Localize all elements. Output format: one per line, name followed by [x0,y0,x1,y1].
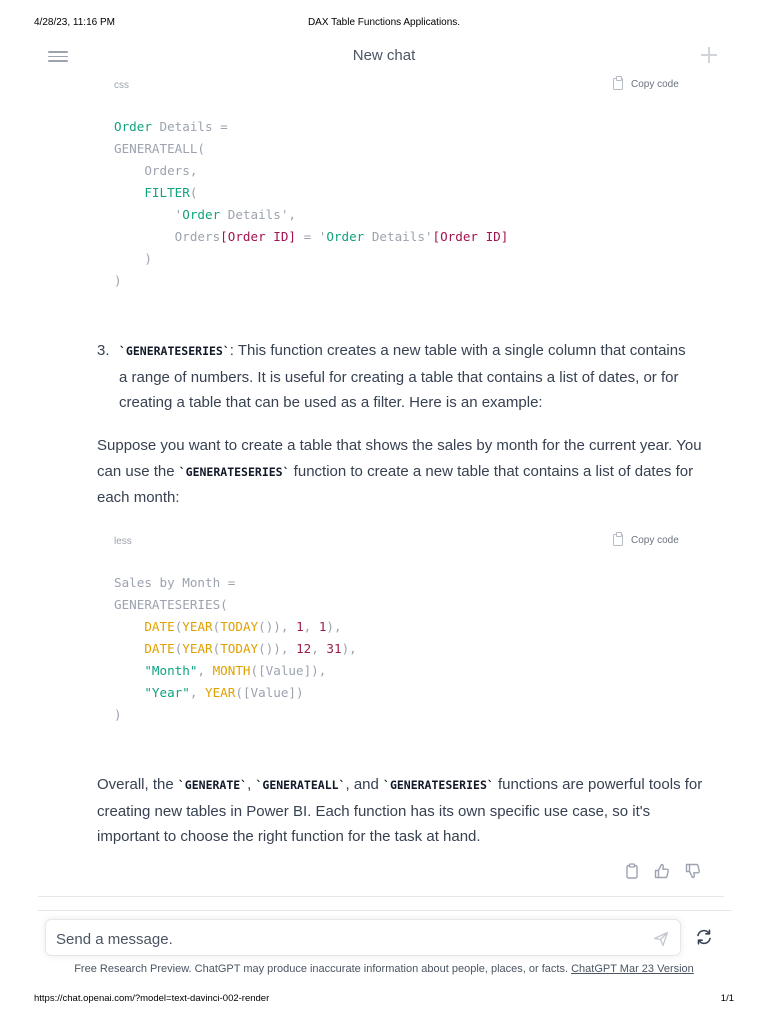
code-language-label: less [114,536,132,547]
clipboard-icon[interactable] [623,862,641,880]
message-input[interactable] [54,926,638,952]
inline-code: `GENERATESERIES` [383,778,494,792]
list-item-generateseries [97,338,697,416]
inline-code: `GENERATESERIES` [119,344,230,358]
code-block-generateseries [97,534,707,726]
chat-topbar [0,44,768,70]
paragraph-text-part: , and [345,776,384,793]
print-page-number: 1/1 [720,993,734,1004]
code-block-header [97,534,707,560]
inline-code: `GENERATE` [177,778,248,792]
print-header [0,0,768,44]
disclaimer-text: Free Research Preview. ChatGPT may produce inaccurate information about people, places, or facts. [74,963,572,975]
paragraph-text [97,433,712,511]
paper-plane-icon[interactable] [653,931,669,947]
paragraph-overall [97,772,712,850]
clipboard-icon [613,534,623,546]
print-datetime: 4/28/23, 11:16 PM [34,17,115,28]
clipboard-icon [613,78,623,90]
refresh-icon[interactable] [695,928,713,946]
inline-code: `GENERATESERIES` [178,464,290,479]
list-item-text [119,338,697,416]
paragraph-text-part: Suppose you want to create a table that shows the sales by month for the current year. You can use the [97,437,702,480]
list-item-description: : This function creates a new table with a single column that contains a range of numbers. It is useful for creating a table that contains a list of dates, or for creating a table that can be used as a filter. Here is an example: [119,342,686,411]
print-doc-title: DAX Table Functions Applications. [307,17,461,28]
inline-code: `GENERATEALL` [255,778,346,792]
copy-code-button[interactable] [613,78,679,90]
print-url: https://chat.openai.com/?model=text-davinci-002-render [34,993,270,1004]
copy-code-label: Copy code [631,534,679,546]
chat-title: New chat [352,47,416,64]
disclaimer [0,963,768,975]
plus-icon[interactable] [700,46,718,64]
list-number: 3. [97,342,110,359]
paragraph-text-part: Overall, the [97,776,178,793]
thumbs-down-icon[interactable] [684,862,702,880]
divider [38,910,732,911]
paragraph-text-part: , [247,776,256,793]
paragraph-text-part: functions are powerful tools for creating new tables in Power BI. Each function has its own specific use case, so it's important to choose the right function for the task at hand. [97,776,703,845]
paragraph-text-part: function to create a new table that contains a list of dates for each month: [97,462,694,506]
code-content: Sales by Month = GENERATESERIES( DATE(YEAR(TODAY()), 1, 1), DATE(YEAR(TODAY()), 12, 31), "Month", MONTH([Value]), "Year", YEAR([Value]) ) [114,575,357,722]
copy-code-label: Copy code [631,78,679,90]
thumbs-up-icon[interactable] [653,862,671,880]
paragraph-sales-by-month [97,433,712,511]
code-content: Order Details = GENERATEALL( Orders, FILTER( 'Order Details', Orders[Order ID] = 'Order Details'[Order ID] ) ) [114,119,509,288]
paragraph-text [97,772,712,850]
copy-code-button[interactable] [613,534,679,546]
code-language-label: css [114,80,129,91]
message-composer [45,919,681,956]
divider [38,896,724,897]
code-block-header [97,78,707,104]
code-block-generateall [97,78,707,292]
version-link[interactable]: ChatGPT Mar 23 Version [571,963,694,975]
